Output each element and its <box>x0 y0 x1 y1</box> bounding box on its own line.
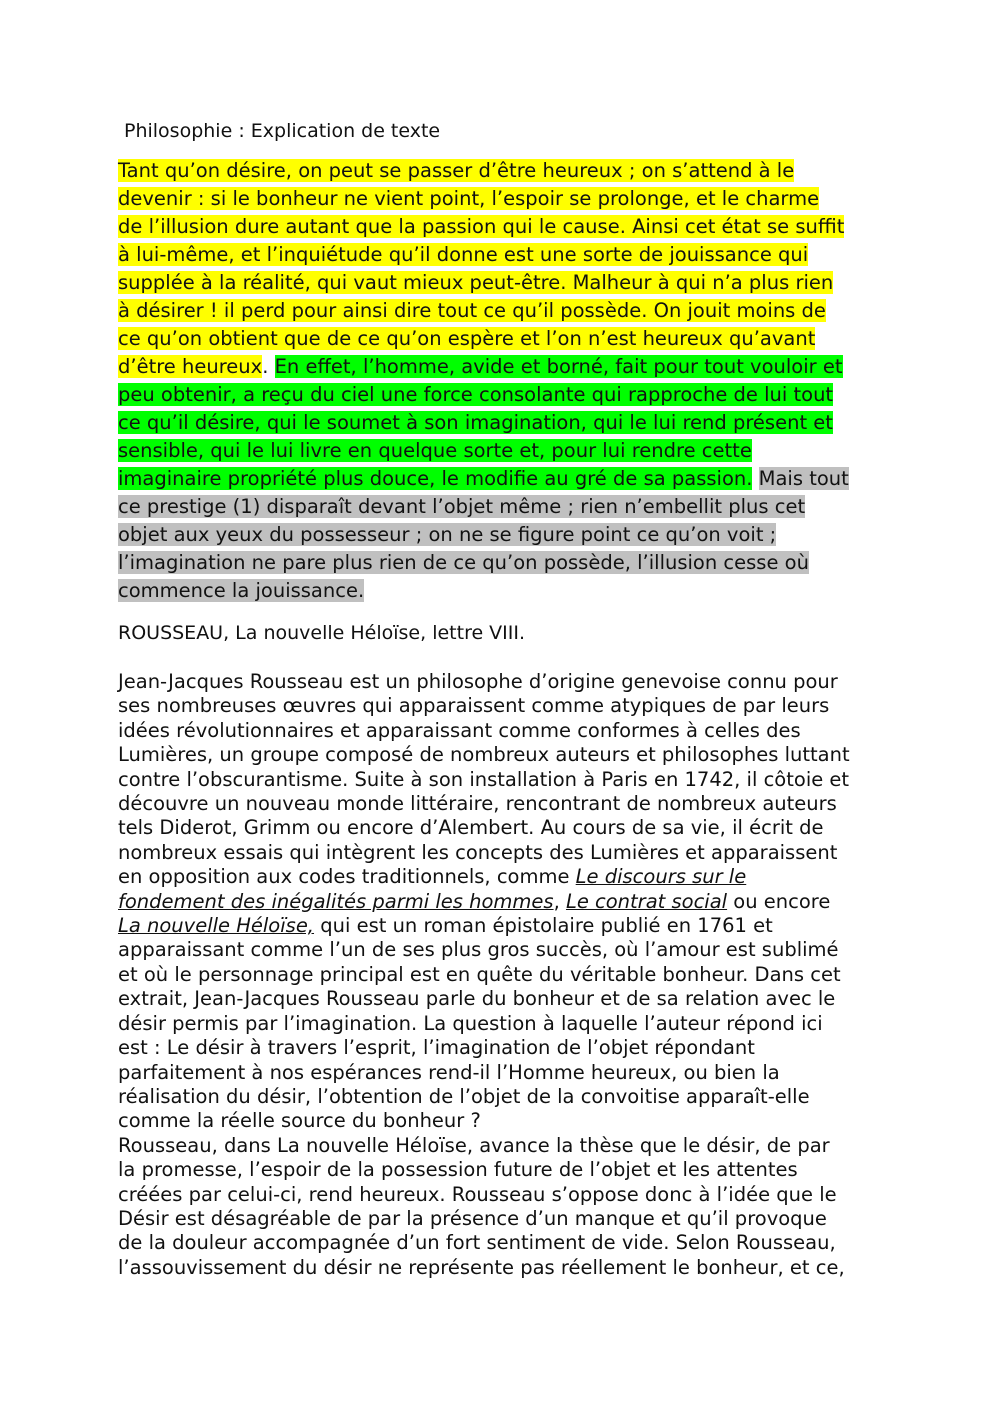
work-title: Le discours sur le <box>575 865 747 889</box>
body-text: de la douleur accompagnée d’un fort sentiment de vide. Selon Rousseau, <box>118 1231 836 1255</box>
body-text: parfaitement à nos espérances rend-il l’Homme heureux, ou bien la <box>118 1060 780 1084</box>
body-line <box>118 890 898 914</box>
highlighted-text-gray: ce prestige (1) disparaît devant l’objet même ; rien n’embellit plus cet <box>118 495 806 518</box>
highlighted-text-green: imaginaire propriété plus douce, le modifie au gré de sa passion. <box>118 467 753 490</box>
quoted-passage <box>118 157 888 605</box>
body-line <box>118 719 898 743</box>
quote-line <box>118 521 888 549</box>
body-line <box>118 1085 898 1109</box>
body-line <box>118 841 898 865</box>
body-line <box>118 987 898 1011</box>
body-line <box>118 1256 898 1280</box>
body-text: qui est un roman épistolaire publié en 1761 et <box>314 914 773 938</box>
body-line <box>118 914 898 938</box>
quote-line <box>118 493 888 521</box>
body-text: et où le personnage principal est en quête du véritable bonheur. Dans cet <box>118 962 841 986</box>
highlighted-text-yellow: à lui-même, et l’inquiétude qu’il donne est une sorte de jouissance qui <box>118 243 809 266</box>
body-line <box>118 743 898 767</box>
highlighted-text-green: En effet, l’homme, avide et borné, fait pour tout vouloir et <box>274 355 843 378</box>
work-title: La nouvelle Héloïse, <box>118 914 315 938</box>
body-line <box>118 1012 898 1036</box>
body-line <box>118 963 898 987</box>
document-title: Philosophie : Explication de texte <box>124 120 441 142</box>
highlighted-text-green: ce qu’il désire, qui le soumet à son imagination, qui le lui rend présent et <box>118 411 833 434</box>
quote-text: . <box>262 355 275 378</box>
body-line <box>118 1158 898 1182</box>
body-line <box>118 1036 898 1060</box>
highlighted-text-yellow: supplée à la réalité, qui vaut mieux peut-être. Malheur à qui n’a plus rien <box>118 271 834 294</box>
body-line <box>118 1207 898 1231</box>
quote-line <box>118 269 888 297</box>
body-line <box>118 816 898 840</box>
body-text: , <box>553 889 566 913</box>
quote-line <box>118 297 888 325</box>
body-text: nombreux essais qui intègrent les concepts des Lumières et apparaissent <box>118 840 838 864</box>
quote-reference: ROUSSEAU, La nouvelle Héloïse, lettre VIII. <box>118 622 526 644</box>
body-line <box>118 1231 898 1255</box>
body-text: ou encore <box>727 889 831 913</box>
quote-line <box>118 213 888 241</box>
body-line <box>118 1109 898 1133</box>
body-text: tels Diderot, Grimm ou encore d’Alembert. Au cours de sa vie, il écrit de <box>118 816 824 840</box>
commentary-text <box>118 670 898 1280</box>
body-text: Jean-Jacques Rousseau est un philosophe d’origine genevoise connu pour <box>118 670 838 693</box>
quote-line <box>118 241 888 269</box>
quote-text <box>752 467 758 490</box>
highlighted-text-green: peu obtenir, a reçu du ciel une force consolante qui rapproche de lui tout <box>118 383 834 406</box>
highlighted-text-green: sensible, qui le lui livre en quelque sorte et, pour lui rendre cette <box>118 439 752 462</box>
body-text: apparaissant comme l’un de ses plus gros succès, où l’amour est sublimé <box>118 938 839 962</box>
body-line <box>118 938 898 962</box>
body-text: en opposition aux codes traditionnels, comme <box>118 865 576 889</box>
quote-line <box>118 381 888 409</box>
highlighted-text-gray: commence la jouissance. <box>118 579 365 602</box>
body-text: contre l’obscurantisme. Suite à son installation à Paris en 1742, il côtoie et <box>118 767 850 791</box>
quote-line <box>118 157 888 185</box>
body-line <box>118 792 898 816</box>
body-line <box>118 865 898 889</box>
body-text: réalisation du désir, l’obtention de l’objet de la convoitise apparaît-elle <box>118 1084 810 1108</box>
body-line <box>118 1183 898 1207</box>
quote-line <box>118 409 888 437</box>
quote-line <box>118 465 888 493</box>
highlighted-text-yellow: devenir : si le bonheur ne vient point, l’espoir se prolonge, et le charme <box>118 187 820 210</box>
body-text: l’assouvissement du désir ne représente pas réellement le bonheur, et ce, <box>118 1255 845 1279</box>
body-text: idées révolutionnaires et apparaissant comme conformes à celles des <box>118 718 801 742</box>
body-text: la promesse, l’espoir de la possession future de l’objet et les attentes <box>118 1158 798 1182</box>
work-title: fondement des inégalités parmi les hommes <box>118 889 554 913</box>
highlighted-text-gray: Mais tout <box>758 467 849 490</box>
body-text: Rousseau, dans La nouvelle Héloïse, avance la thèse que le désir, de par <box>118 1133 830 1157</box>
body-text: ses nombreuses œuvres qui apparaissent comme atypiques de par leurs <box>118 694 830 718</box>
highlighted-text-gray: l’imagination ne pare plus rien de ce qu’on possède, l’illusion cesse où <box>118 551 809 574</box>
body-text: Désir est désagréable de par la présence d’un manque et qu’il provoque <box>118 1206 827 1230</box>
highlighted-text-yellow: à désirer ! il perd pour ainsi dire tout ce qu’il possède. On jouit moins de <box>118 299 826 322</box>
highlighted-text-yellow: de l’illusion dure autant que la passion qui le cause. Ainsi cet état se suffit <box>118 215 845 238</box>
highlighted-text-gray: objet aux yeux du possesseur ; on ne se figure point ce qu’on voit ; <box>118 523 777 546</box>
body-text: Lumières, un groupe composé de nombreux auteurs et philosophes luttant <box>118 743 850 767</box>
body-line <box>118 1061 898 1085</box>
body-text: créées par celui-ci, rend heureux. Rousseau s’oppose donc à l’idée que le <box>118 1182 837 1206</box>
body-text: découvre un nouveau monde littéraire, rencontrant de nombreux auteurs <box>118 792 837 816</box>
body-text: est : Le désir à travers l’esprit, l’imagination de l’objet répondant <box>118 1036 755 1060</box>
quote-line <box>118 325 888 353</box>
body-line <box>118 1134 898 1158</box>
body-text: désir permis par l’imagination. La question à laquelle l’auteur répond ici <box>118 1011 823 1035</box>
body-text: comme la réelle source du bonheur ? <box>118 1109 481 1133</box>
quote-line <box>118 437 888 465</box>
quote-line <box>118 577 888 605</box>
body-line <box>118 768 898 792</box>
body-line <box>118 694 898 718</box>
highlighted-text-yellow: Tant qu’on désire, on peut se passer d’être heureux ; on s’attend à le <box>118 159 795 182</box>
body-text: extrait, Jean-Jacques Rousseau parle du bonheur et de sa relation avec le <box>118 987 836 1011</box>
highlighted-text-yellow: ce qu’on obtient que de ce qu’on espère et l’on n’est heureux qu’avant <box>118 327 816 350</box>
quote-line <box>118 549 888 577</box>
highlighted-text-yellow: d’être heureux <box>118 355 263 378</box>
work-title: Le contrat social <box>565 889 728 913</box>
quote-line <box>118 185 888 213</box>
quote-line <box>118 353 888 381</box>
body-line <box>118 670 898 694</box>
